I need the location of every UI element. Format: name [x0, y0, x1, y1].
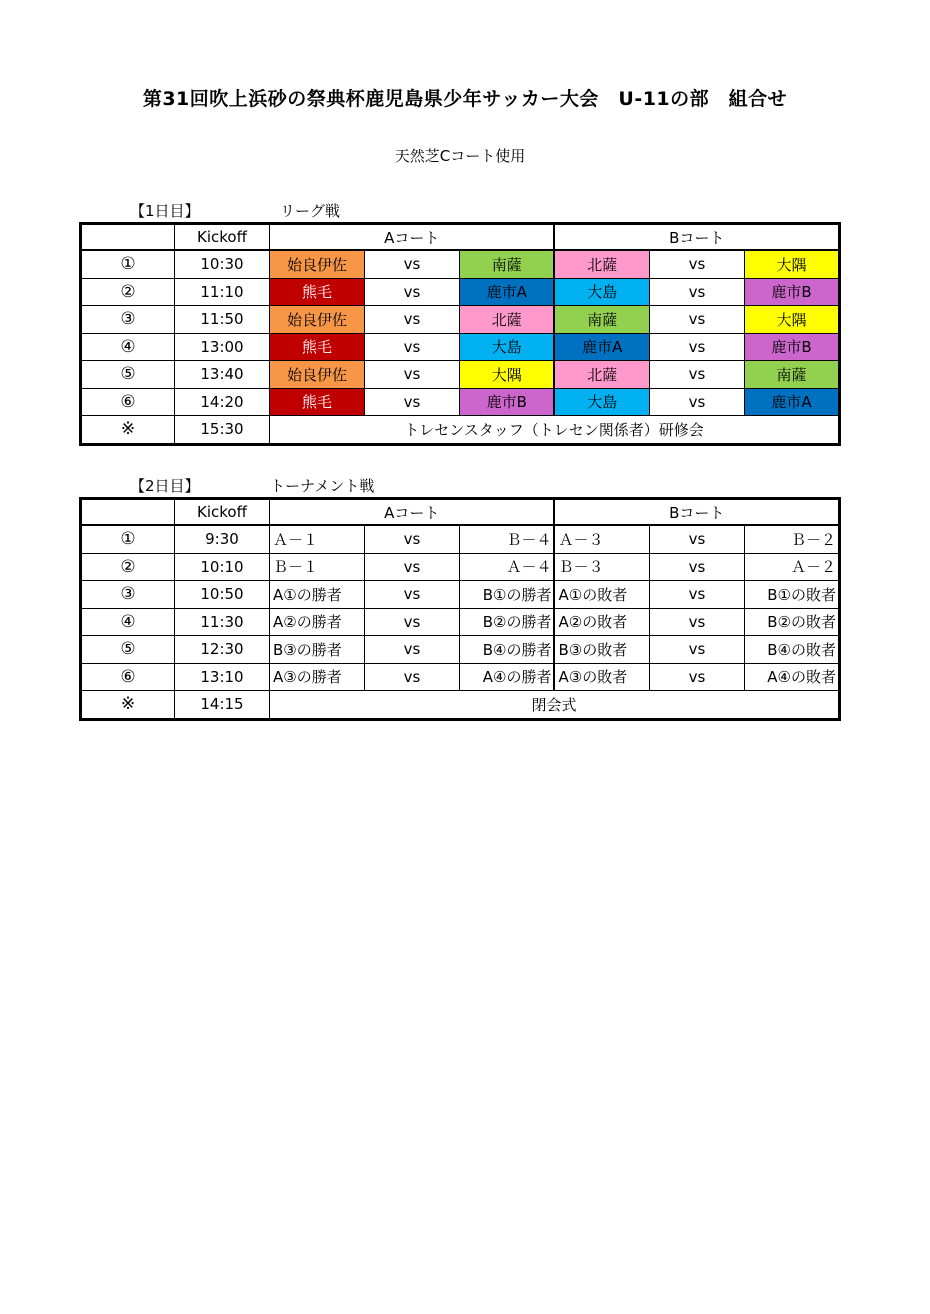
court-a-home-team: 熊毛: [269, 333, 364, 361]
page-title: 第31回吹上浜砂の祭典杯鹿児島県少年サッカー大会 U-11の部 組合せ: [142, 88, 788, 110]
kickoff-time: 14:20: [174, 388, 269, 416]
court-a-vs: vs: [364, 388, 459, 416]
court-a-home-team: A②の勝者: [269, 608, 364, 636]
match-row: [81, 636, 840, 664]
header-court-b: Bコート: [554, 499, 839, 526]
match-number: ③: [81, 581, 175, 609]
court-a-home-team: Ａ－１: [269, 525, 364, 553]
kickoff-time: 11:30: [174, 608, 269, 636]
court-a-home-team: 熊毛: [269, 388, 364, 416]
court-b-away-team: 鹿市A: [744, 388, 839, 416]
court-b-vs: vs: [649, 278, 744, 306]
court-a-away-team: 北薩: [459, 306, 554, 334]
match-number: ⑥: [81, 388, 175, 416]
table-header-row: [81, 499, 840, 526]
court-a-away-team: Ｂ－４: [459, 525, 554, 553]
header-court-b: Bコート: [554, 224, 839, 251]
court-b-vs: vs: [649, 333, 744, 361]
court-b-home-team: B③の敗者: [554, 636, 649, 664]
match-number: ②: [81, 278, 175, 306]
match-row: [81, 663, 840, 691]
header-court-a: Aコート: [269, 224, 554, 251]
table-header-row: [81, 224, 840, 251]
match-row: [81, 361, 840, 389]
court-b-home-team: 大島: [554, 278, 649, 306]
court-a-home-team: B③の勝者: [269, 636, 364, 664]
court-b-away-team: A④の敗者: [744, 663, 839, 691]
court-b-away-team: 南薩: [744, 361, 839, 389]
kickoff-time: 10:10: [174, 553, 269, 581]
header-kickoff: Kickoff: [174, 499, 269, 526]
day2-label: 【2日目】: [130, 477, 200, 495]
kickoff-time: 13:10: [174, 663, 269, 691]
match-row: [81, 553, 840, 581]
court-b-home-team: 北薩: [554, 250, 649, 278]
court-b-home-team: 鹿市A: [554, 333, 649, 361]
header-court-a: Aコート: [269, 499, 554, 526]
court-b-away-team: B②の敗者: [744, 608, 839, 636]
court-a-vs: vs: [364, 278, 459, 306]
match-number: ①: [81, 250, 175, 278]
match-number: ③: [81, 306, 175, 334]
match-row: [81, 278, 840, 306]
court-a-away-team: A④の勝者: [459, 663, 554, 691]
court-a-vs: vs: [364, 553, 459, 581]
court-b-home-team: Ａ－３: [554, 525, 649, 553]
court-b-vs: vs: [649, 636, 744, 664]
match-number: ⑤: [81, 636, 175, 664]
court-b-home-team: 大島: [554, 388, 649, 416]
day2-kind-label: トーナメント戦: [270, 477, 375, 495]
court-a-vs: vs: [364, 608, 459, 636]
court-b-home-team: 北薩: [554, 361, 649, 389]
court-a-vs: vs: [364, 306, 459, 334]
kickoff-time: 11:10: [174, 278, 269, 306]
court-b-vs: vs: [649, 663, 744, 691]
note-time: 14:15: [174, 691, 269, 720]
match-number: ④: [81, 608, 175, 636]
court-b-vs: vs: [649, 581, 744, 609]
court-b-home-team: A③の敗者: [554, 663, 649, 691]
match-row: [81, 333, 840, 361]
court-b-vs: vs: [649, 608, 744, 636]
kickoff-time: 10:50: [174, 581, 269, 609]
court-a-vs: vs: [364, 525, 459, 553]
court-b-away-team: 鹿市B: [744, 333, 839, 361]
court-b-home-team: A①の敗者: [554, 581, 649, 609]
court-b-vs: vs: [649, 525, 744, 553]
match-number: ⑥: [81, 663, 175, 691]
header-kickoff: Kickoff: [174, 224, 269, 251]
court-a-away-team: 鹿市A: [459, 278, 554, 306]
court-b-away-team: 大隅: [744, 306, 839, 334]
kickoff-time: 13:40: [174, 361, 269, 389]
court-a-home-team: 始良伊佐: [269, 306, 364, 334]
court-b-away-team: Ｂ－２: [744, 525, 839, 553]
match-row: [81, 250, 840, 278]
match-number: ②: [81, 553, 175, 581]
court-b-vs: vs: [649, 306, 744, 334]
note-text: トレセンスタッフ（トレセン関係者）研修会: [269, 416, 839, 445]
match-row: [81, 306, 840, 334]
court-a-vs: vs: [364, 663, 459, 691]
header-no: [81, 499, 175, 526]
court-b-vs: vs: [649, 361, 744, 389]
kickoff-time: 11:50: [174, 306, 269, 334]
header-no: [81, 224, 175, 251]
court-b-away-team: Ａ－２: [744, 553, 839, 581]
note-row: [81, 416, 840, 445]
court-a-away-team: Ａ－４: [459, 553, 554, 581]
court-b-vs: vs: [649, 388, 744, 416]
match-number: ①: [81, 525, 175, 553]
note-marker: ※: [81, 416, 175, 445]
kickoff-time: 13:00: [174, 333, 269, 361]
court-a-away-team: 大隅: [459, 361, 554, 389]
court-a-home-team: 始良伊佐: [269, 361, 364, 389]
match-row: [81, 608, 840, 636]
court-a-vs: vs: [364, 581, 459, 609]
court-a-vs: vs: [364, 361, 459, 389]
kickoff-time: 12:30: [174, 636, 269, 664]
match-row: [81, 525, 840, 553]
court-b-away-team: 大隅: [744, 250, 839, 278]
day1-schedule-table: [79, 222, 841, 446]
court-a-away-team: 鹿市B: [459, 388, 554, 416]
kickoff-time: 10:30: [174, 250, 269, 278]
match-row: [81, 388, 840, 416]
day1-label: 【1日目】: [130, 202, 200, 220]
court-b-home-team: 南薩: [554, 306, 649, 334]
court-b-vs: vs: [649, 250, 744, 278]
match-row: [81, 581, 840, 609]
court-b-vs: vs: [649, 553, 744, 581]
court-b-away-team: B④の敗者: [744, 636, 839, 664]
note-row: [81, 691, 840, 720]
page-subtitle: 天然芝Cコート使用: [394, 147, 526, 165]
court-a-away-team: B④の勝者: [459, 636, 554, 664]
note-text: 閉会式: [269, 691, 839, 720]
note-marker: ※: [81, 691, 175, 720]
court-a-away-team: B①の勝者: [459, 581, 554, 609]
court-b-home-team: Ｂ－３: [554, 553, 649, 581]
court-a-home-team: A①の勝者: [269, 581, 364, 609]
match-number: ⑤: [81, 361, 175, 389]
court-a-home-team: A③の勝者: [269, 663, 364, 691]
day1-kind-label: リーグ戦: [280, 202, 341, 220]
match-number: ④: [81, 333, 175, 361]
court-a-vs: vs: [364, 333, 459, 361]
court-b-away-team: 鹿市B: [744, 278, 839, 306]
court-a-away-team: B②の勝者: [459, 608, 554, 636]
court-a-vs: vs: [364, 250, 459, 278]
court-a-home-team: 始良伊佐: [269, 250, 364, 278]
day2-schedule-table: [79, 497, 841, 721]
court-a-away-team: 南薩: [459, 250, 554, 278]
court-b-home-team: A②の敗者: [554, 608, 649, 636]
court-a-vs: vs: [364, 636, 459, 664]
note-time: 15:30: [174, 416, 269, 445]
court-a-away-team: 大島: [459, 333, 554, 361]
court-a-home-team: Ｂ－１: [269, 553, 364, 581]
court-a-home-team: 熊毛: [269, 278, 364, 306]
kickoff-time: 9:30: [174, 525, 269, 553]
court-b-away-team: B①の敗者: [744, 581, 839, 609]
